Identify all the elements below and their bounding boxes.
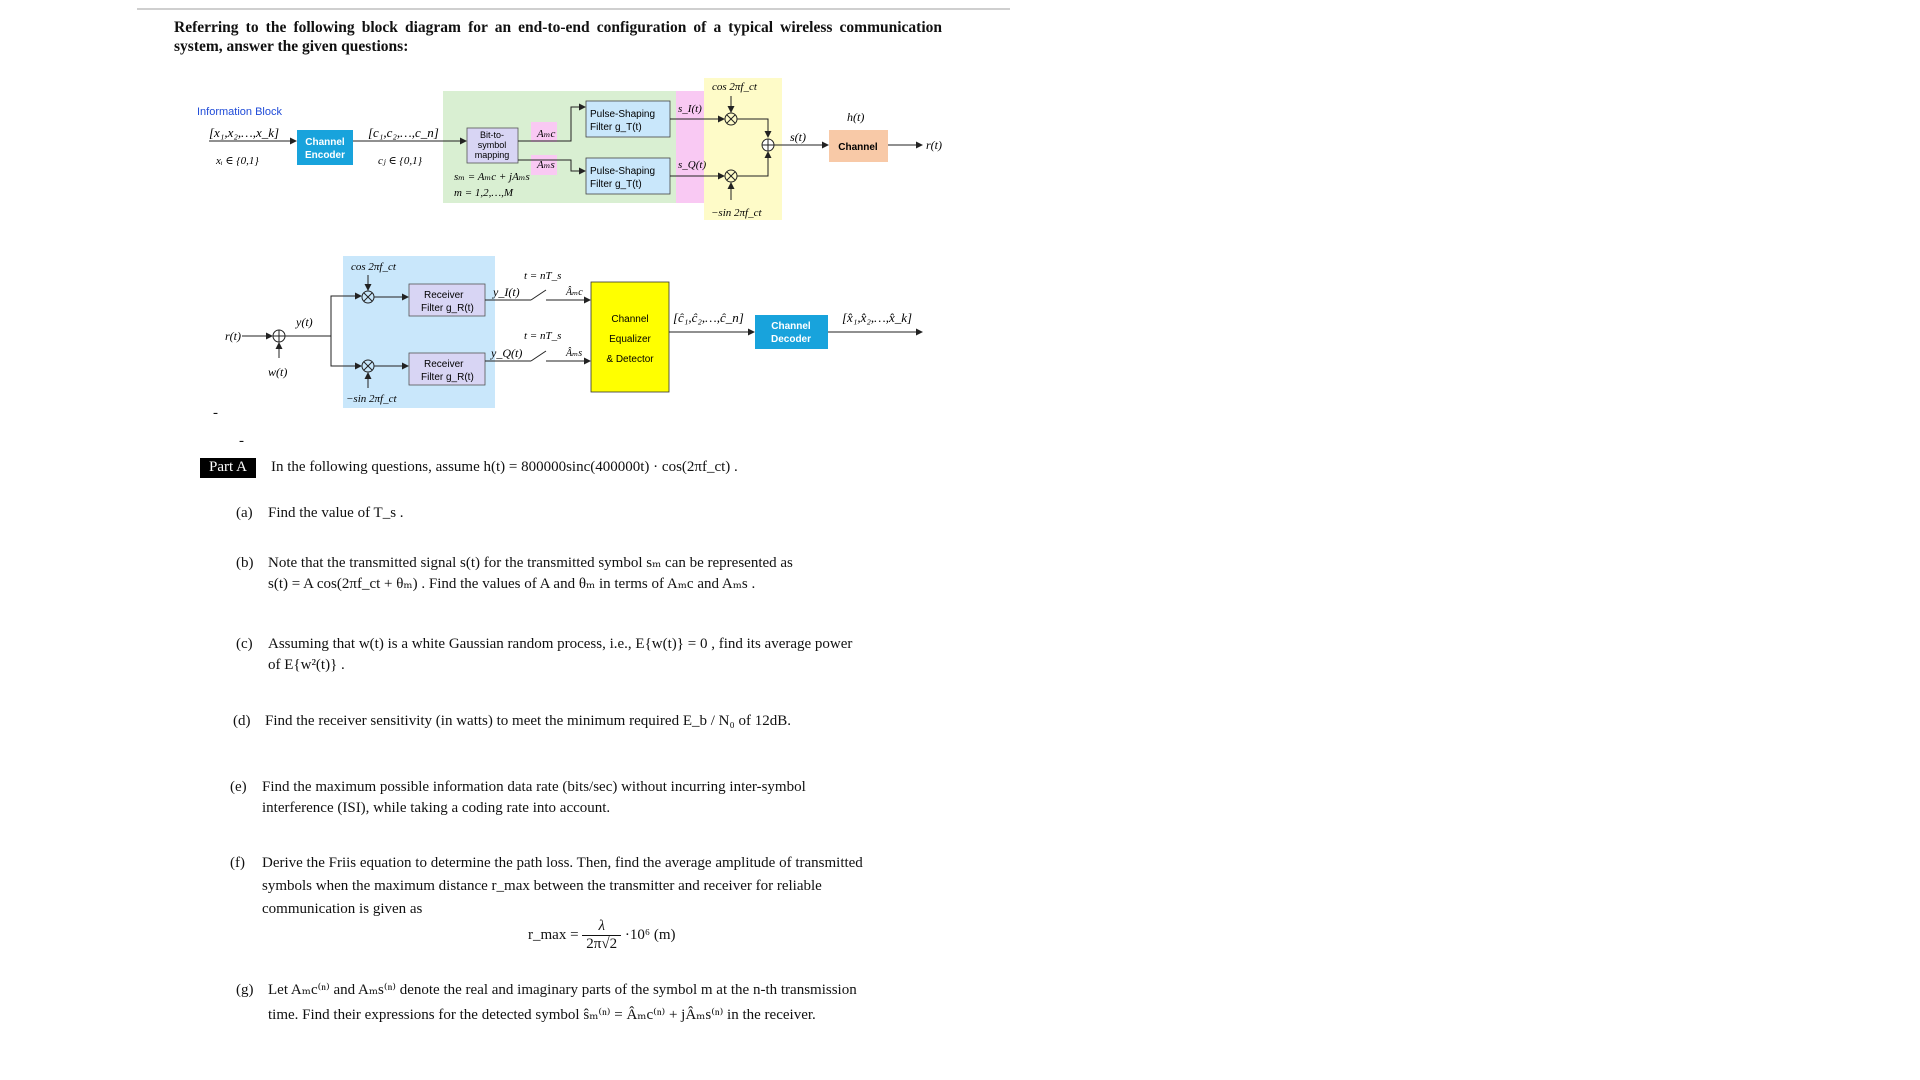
formula-fraction — [582, 918, 621, 953]
rf-i-label-2: Filter g_R(t) — [421, 303, 474, 314]
symbol-equation: sₘ = Aₘc + jAₘs — [454, 171, 530, 183]
stray-dash-1: - — [213, 405, 218, 421]
question-a-line-1: Find the value of T_s . — [268, 505, 404, 521]
question-d — [233, 711, 791, 732]
sample-time-i: t = nT_s — [524, 270, 562, 282]
question-e-label: (e) — [230, 779, 247, 795]
transmitter-diagram — [197, 78, 942, 220]
question-b-label: (b) — [236, 555, 254, 571]
rf-q-label-2: Filter g_R(t) — [421, 372, 474, 383]
question-d-line-1: Find the receiver sensitivity (in watts) to meet the minimum required E_b / N₀ of 12dB. — [265, 713, 791, 729]
yi-label: y_I(t) — [493, 285, 520, 299]
psf-q-label-1: Pulse-Shaping — [590, 166, 656, 177]
amc-label: Aₘc — [537, 128, 556, 140]
question-f-line-3: communication is given as — [262, 901, 423, 917]
information-block-label: Information Block — [197, 106, 282, 118]
question-c-label: (c) — [236, 636, 253, 652]
question-f-label: (f) — [230, 855, 245, 871]
sample-time-q: t = nT_s — [524, 330, 562, 342]
question-f — [230, 852, 863, 921]
tx-sin-carrier: −sin 2πf_ct — [711, 207, 762, 219]
yq-label: y_Q(t) — [491, 346, 523, 360]
question-g-line-2: time. Find their expressions for the detected symbol ŝₘ⁽ⁿ⁾ = Âₘc⁽ⁿ⁾ + jÂₘs⁽ⁿ⁾ in the receiver. — [268, 1007, 816, 1023]
coded-bits-set: cⱼ ∈ {0,1} — [378, 155, 422, 167]
coded-bits-vector: [c₁,c₂,…,c_n] — [368, 125, 439, 140]
part-a-text: In the following questions, assume h(t) = 800000sinc(400000t) · cos(2πf_ct) . — [271, 459, 738, 475]
channel-encoder-label-1: Channel — [305, 137, 345, 148]
wt-label: w(t) — [268, 365, 288, 379]
question-c-line-1: Assuming that w(t) is a white Gaussian random process, i.e., E{w(t)} = 0 , find its average power — [268, 636, 853, 652]
rf-q-label-1: Receiver — [424, 359, 464, 370]
mapper-label-3: mapping — [474, 150, 510, 160]
question-f-line-2: symbols when the maximum distance r_max between the transmitter and receiver for reliable — [262, 878, 822, 894]
question-e — [230, 777, 806, 819]
tx-adder — [762, 139, 774, 151]
formula-rhs: ·10⁶ (m) — [624, 926, 676, 943]
decoder-label-1: Channel — [771, 321, 811, 332]
equalizer-label-1: Channel — [611, 314, 649, 325]
question-g-label: (g) — [236, 982, 254, 998]
rx-noise-adder — [273, 330, 285, 342]
receiver-diagram — [225, 256, 922, 408]
xhat-vector: [x̂₁,x̂₂,…,x̂_k] — [842, 310, 913, 325]
ams-hat-label: Âₘs — [566, 348, 583, 359]
formula-numerator: λ — [582, 918, 621, 936]
psf-i-label-1: Pulse-Shaping — [590, 109, 656, 120]
question-e-line-2: interference (ISI), while taking a coding rate into account. — [262, 800, 611, 816]
part-a-badge: Part A — [200, 458, 256, 478]
question-e-line-1: Find the maximum possible information data rate (bits/sec) without incurring inter-symbol — [262, 779, 806, 795]
st-label: s(t) — [790, 130, 806, 144]
tx-cos-carrier: cos 2πf_ct — [712, 81, 757, 93]
question-g — [236, 978, 857, 1028]
ams-label: Aₘs — [537, 159, 555, 171]
amc-hat-label: Âₘc — [566, 287, 583, 298]
question-b-line-2: s(t) = A cos(2πf_ct + θₘ) . Find the values of A and θₘ in terms of Aₘc and Aₘs . — [268, 576, 756, 592]
intro-text: Referring to the following block diagram for an end-to-end configuration of a typical wireless communication system, answer the given questions: — [174, 19, 942, 55]
psf-q-label-2: Filter g_T(t) — [590, 179, 642, 190]
sq-label: s_Q(t) — [678, 159, 707, 171]
ht-label: h(t) — [847, 110, 865, 124]
equalizer-label-2: Equalizer — [609, 334, 651, 345]
formula-denominator: 2π√2 — [586, 936, 618, 952]
mapper-label-1: Bit-to- — [479, 130, 505, 140]
question-c — [236, 634, 852, 676]
info-bits-set: xᵢ ∈ {0,1} — [216, 155, 259, 167]
question-g-line-1: Let Aₘc⁽ⁿ⁾ and Aₘs⁽ⁿ⁾ denote the real and imaginary parts of the symbol m at the n-th transmission — [268, 982, 857, 998]
question-b — [236, 553, 793, 595]
question-a-label: (a) — [236, 505, 253, 521]
rx-cos-carrier: cos 2πf_ct — [351, 261, 396, 273]
chat-vector: [ĉ₁,ĉ₂,…,ĉ_n] — [673, 310, 744, 325]
question-c-line-2: of E{w²(t)} . — [268, 657, 345, 673]
si-label: s_I(t) — [678, 103, 702, 115]
question-f-line-1: Derive the Friis equation to determine the path loss. Then, find the average amplitude of transmitted — [262, 855, 863, 871]
stray-dash-2: - — [239, 433, 244, 449]
decoder-label-2: Decoder — [770, 334, 812, 345]
tx-rt-label: r(t) — [926, 138, 942, 152]
psf-i-label-2: Filter g_T(t) — [590, 122, 642, 133]
question-b-line-1: Note that the transmitted signal s(t) for the transmitted symbol sₘ can be represented as — [268, 555, 793, 571]
rf-i-label-1: Receiver — [424, 290, 464, 301]
rx-rt-label: r(t) — [225, 329, 241, 343]
question-d-label: (d) — [233, 713, 251, 729]
formula-lhs: r_max = — [528, 926, 579, 943]
info-bits-vector: [x₁,x₂,…,x_k] — [209, 125, 280, 140]
question-a — [236, 503, 404, 524]
mapper-label-2: symbol — [477, 140, 507, 150]
channel-encoder-label-2: Encoder — [304, 150, 346, 161]
equalizer-label-3: & Detector — [606, 354, 654, 365]
rx-sin-carrier: −sin 2πf_ct — [346, 393, 397, 405]
symbol-index-range: m = 1,2,…,M — [454, 187, 514, 199]
channel-label: Channel — [838, 142, 878, 153]
rmax-formula — [528, 918, 675, 953]
yt-label: y(t) — [296, 315, 313, 329]
